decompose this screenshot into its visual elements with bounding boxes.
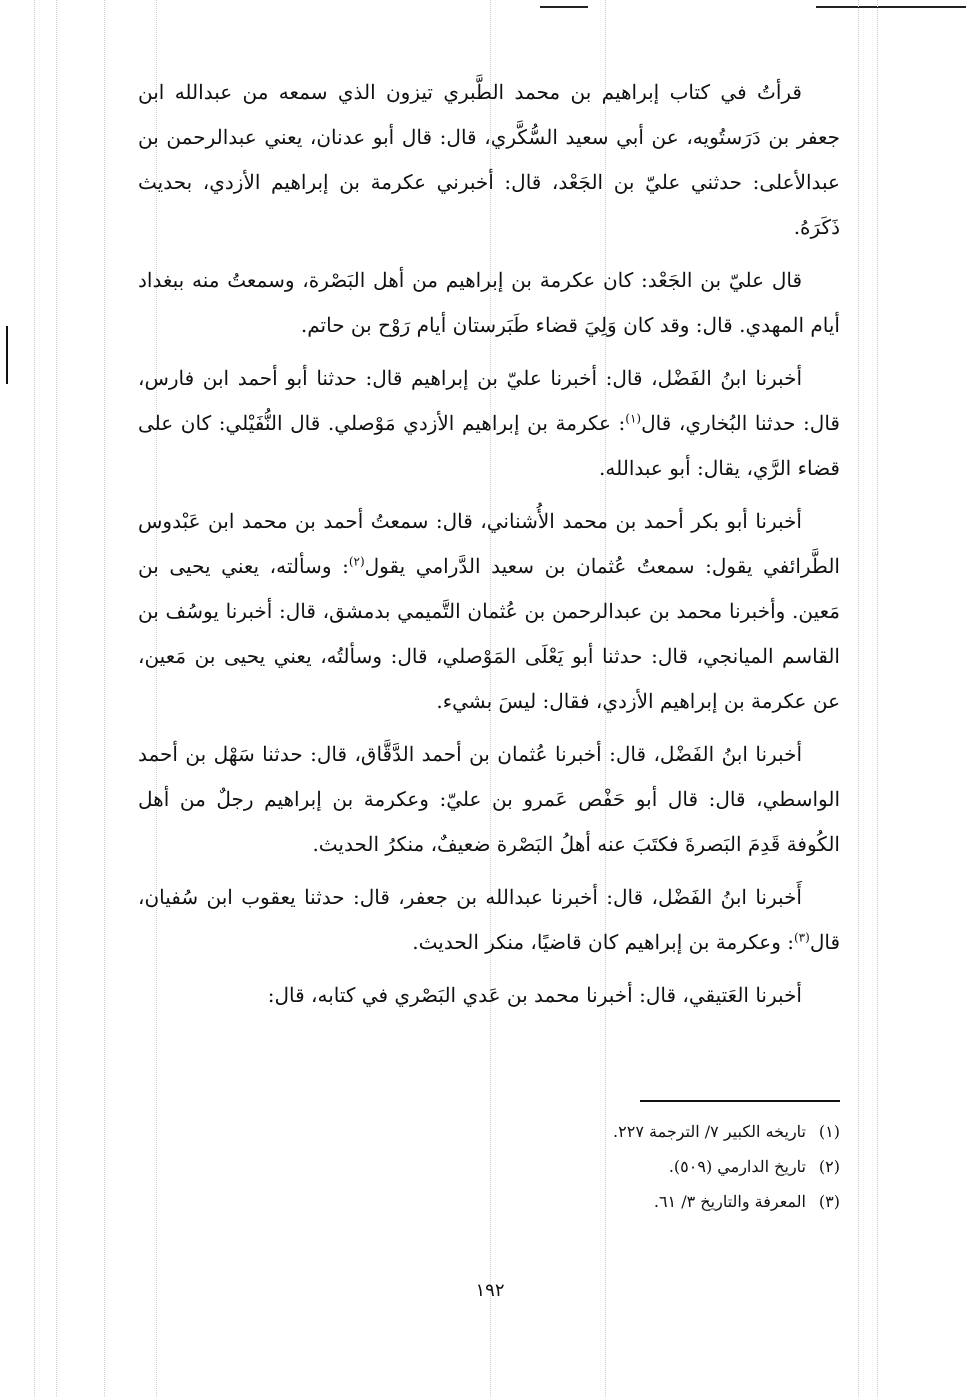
footnote-1 [420, 1114, 840, 1149]
footnotes [420, 1114, 840, 1219]
footnote-text: تاريخ الدارمي (٥٠٩). [668, 1157, 806, 1176]
paragraph-5: أخبرنا ابنُ الفَضْل، قال: أخبرنا عُثمان بن أحمد الدَّقَّاق، قال: حدثنا سَهْل بن أحمد الواسطي، قال: قال أبو حَفْص عَمرو بن عليّ: وعكرمة بن إبراهيم رجلٌ من أهل الكُوفة قَدِمَ البَصرةَ فكتَبَ عنه أهلُ البَصْرة ضعيفٌ، منكرُ الحديث. [138, 742, 840, 856]
paragraph-3-continuation: : عكرمة بن إبراهيم الأزدي مَوْصلي. قال النُّفَيْلي: كان على قضاء الرَّي، يقال: أبو عبدالله. [138, 411, 840, 480]
paragraph-3-text: أخبرنا ابنُ الفَضْل، قال: أخبرنا عليّ بن إبراهيم قال: حدثنا أبو أحمد ابن فارس، قال: حدثنا البُخاري، قال [138, 366, 840, 435]
paragraph-4-continuation: : وسألته، يعني يحيى بن مَعين. وأخبرنا محمد بن عبدالرحمن بن عُثمان التَّميمي بدمشق، قال: أخبرنا يوسُف بن القاسم الميانجي، قال: حدثنا أبو يَعْلَى المَوْصلي، قال: وسألتُه، يعني يحيى بن مَعين، عن عكرمة بن إبراهيم الأزدي، فقال: ليسَ بشيء. [138, 554, 840, 713]
footnote-separator [640, 1100, 840, 1102]
footnote-ref-3: (٣) [793, 930, 810, 945]
footnote-2 [420, 1149, 840, 1184]
paragraph-1: قرأتُ في كتاب إبراهيم بن محمد الطَّبري تيزون الذي سمعه من عبدالله ابن جعفر بن دَرَستُويه، عن أبي سعيد السُّكَّري، قال: قال أبو عدنان، يعني عبدالرحمن بن عبدالأعلى: حدثني عليّ بن الجَعْد، قال: أخبرني عكرمة بن إبراهيم الأزدي، بحديث ذَكَرَهُ. [138, 80, 840, 239]
footnote-number: (٢) [818, 1157, 840, 1176]
footnote-ref-1: (١) [625, 411, 642, 426]
scan-guide-line [104, 0, 105, 1397]
footnote-text: المعرفة والتاريخ ٣/ ٦١. [653, 1192, 806, 1211]
page-number: ١٩٢ [475, 1280, 505, 1301]
footnote-ref-2: (٢) [348, 554, 365, 569]
footnote-number: (١) [818, 1122, 840, 1141]
paragraph-6-text: أَخبرنا ابنُ الفَضْل، قال: أخبرنا عبدالله بن جعفر، قال: حدثنا يعقوب ابن سُفيان، قال [138, 885, 840, 954]
paragraph-7: أخبرنا العَتيقي، قال: أخبرنا محمد بن عَدي البَصْري في كتابه، قال: [267, 983, 802, 1007]
scan-guide-line [56, 0, 57, 1397]
scan-guide-line [858, 0, 859, 1397]
footnote-3 [420, 1184, 840, 1219]
paragraph-2: قال عليّ بن الجَعْد: كان عكرمة بن إبراهيم من أهل البَصْرة، وسمعتُ منه ببغداد أيام المهدي. قال: وقد كان وَلِيَ قضاء طَبَرستان أيام رَوْح بن حاتم. [138, 268, 840, 337]
top-rule-left [540, 6, 588, 8]
scan-guide-line [34, 0, 35, 1397]
paragraph-6-continuation: : وعكرمة بن إبراهيم كان قاضيًا، منكر الحديث. [412, 930, 794, 954]
scan-guide-line [877, 0, 878, 1397]
paragraph-4-text: أخبرنا أبو بكر أحمد بن محمد الأُشناني، قال: سمعتُ أحمد بن محمد ابن عَبْدوس الطَّرائفي يقول: سمعتُ عُثمان بن سعيد الدَّرامي يقول [138, 509, 840, 578]
footnote-number: (٣) [818, 1192, 840, 1211]
paragraph-3 [138, 356, 840, 491]
paragraph-4 [138, 499, 840, 724]
footnote-text: تاريخه الكبير ٧/ الترجمة ٢٢٧. [613, 1122, 806, 1141]
margin-mark [6, 326, 8, 384]
main-text [138, 70, 840, 1026]
paragraph-6 [138, 875, 840, 965]
top-rule-right [816, 6, 966, 8]
